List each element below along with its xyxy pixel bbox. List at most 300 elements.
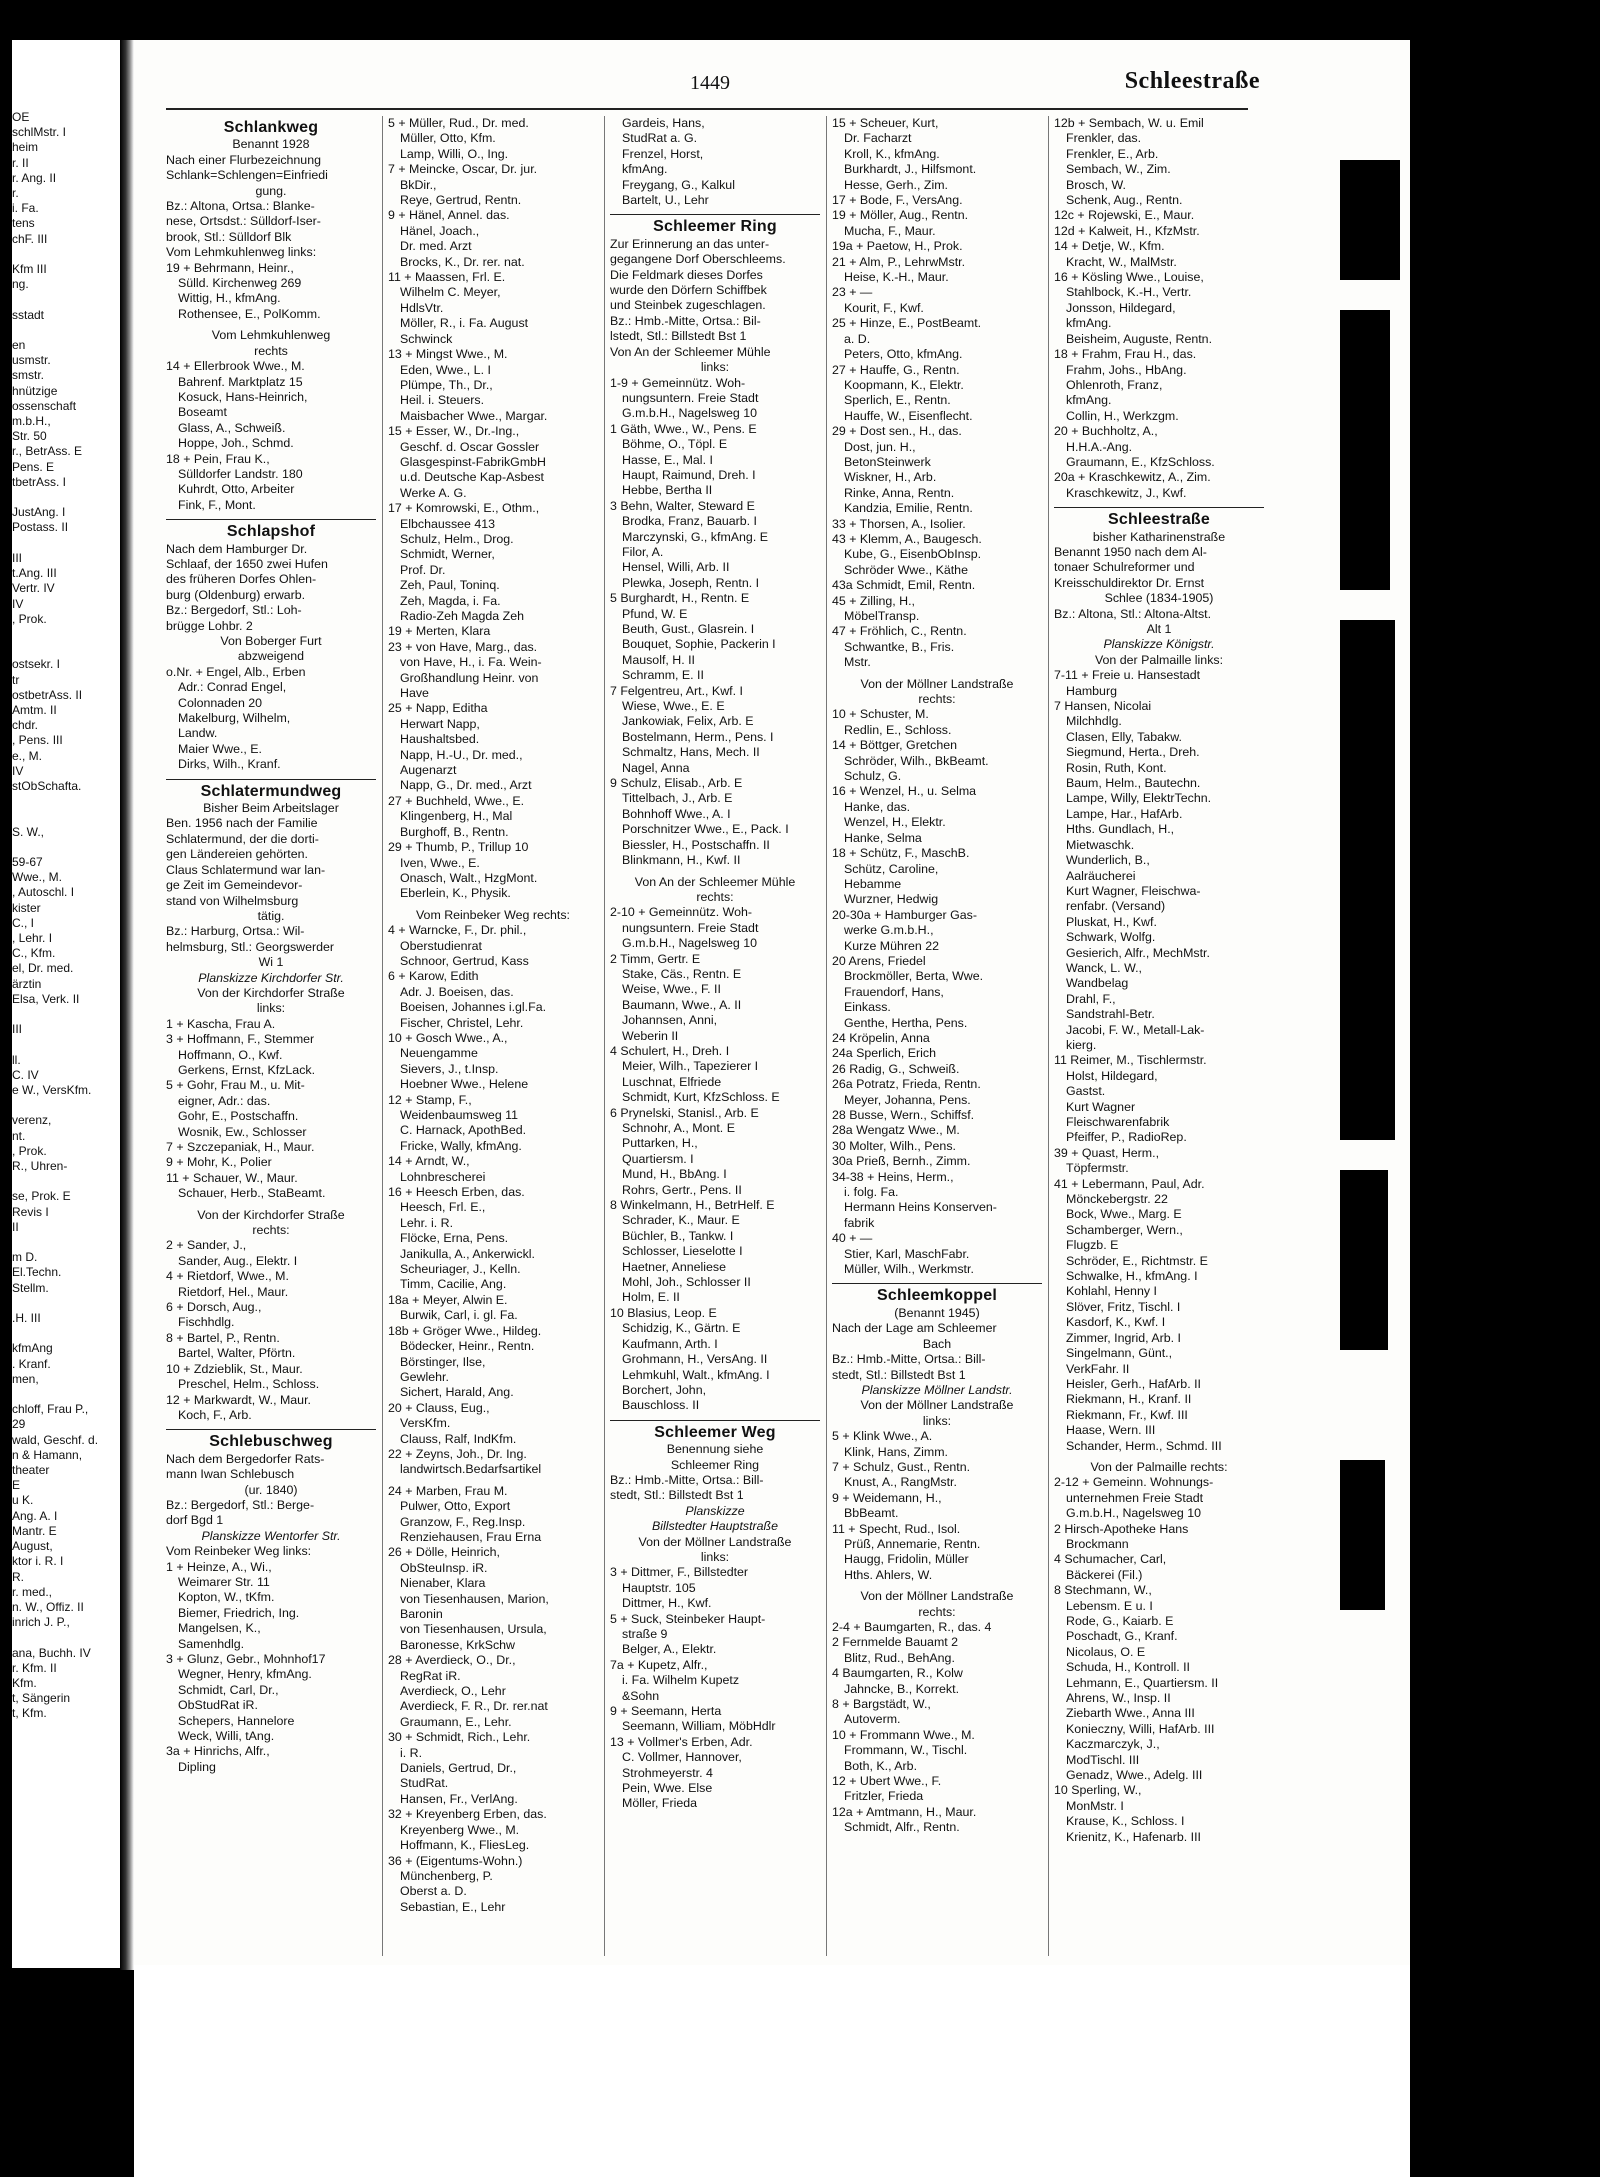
- directory-entry: 12 + Stamp, F.,: [388, 1092, 472, 1107]
- directory-entry: ge Zeit im Gemeindevor-: [166, 878, 303, 893]
- directory-entry: Möller, Frieda: [622, 1796, 698, 1811]
- facing-page-line: C. IV: [12, 1067, 39, 1082]
- directory-entry: 24 Kröpelin, Anna: [832, 1030, 930, 1045]
- directory-entry: Kube, G., EisenbObInsp.: [844, 547, 982, 562]
- facing-page-line: [12, 1098, 120, 1113]
- directory-entry: 7 Felgentreu, Art., Kwf. I: [610, 683, 743, 698]
- directory-entry: Frenkler, E., Arb.: [1066, 146, 1159, 161]
- directory-entry: Wunderlich, B.,: [1066, 853, 1150, 868]
- directory-entry: Kurt Wagner, Fleischwa-: [1066, 883, 1201, 898]
- directory-entry: stedt, Stl.: Billstedt Bst 1: [832, 1367, 966, 1382]
- directory-entry: 2 Hirsch-Apotheke Hans: [1054, 1521, 1189, 1536]
- facing-page-line: sstadt: [12, 307, 45, 322]
- directory-entry: kierg.: [1066, 1037, 1097, 1052]
- directory-entry: Borchert, John,: [622, 1382, 707, 1397]
- directory-entry: Heisler, Gerh., HafArb. II: [1066, 1376, 1201, 1391]
- facing-page-line: [12, 627, 120, 642]
- directory-entry: Gastst.: [1066, 1084, 1106, 1099]
- directory-entry: Wegner, Henry, kfmAng.: [178, 1667, 312, 1682]
- section-note: Planskizze: [685, 1503, 745, 1518]
- directory-entry: Frenzel, Horst,: [622, 146, 704, 161]
- directory-entry: Baronesse, KrkSchw: [400, 1637, 516, 1652]
- directory-entry: 20a + Kraschkewitz, A., Zim.: [1054, 470, 1211, 485]
- facing-page-line: Revis I: [12, 1204, 49, 1219]
- directory-entry: 22 + Zeyns, Joh., Dr. Ing.: [388, 1446, 527, 1461]
- directory-entry: werke G.m.b.H.,: [844, 923, 934, 938]
- facing-page-line: . Kranf.: [12, 1356, 51, 1371]
- section-divider: [610, 214, 820, 215]
- directory-entry: Aalräucherei: [1066, 868, 1136, 883]
- section-note: Bach: [922, 1336, 952, 1351]
- directory-entry: Burghoff, B., Rentn.: [400, 824, 509, 839]
- directory-entry: Gohr, E., Postschaffn.: [178, 1109, 299, 1124]
- directory-entry: Wilhelm C. Meyer,: [400, 285, 501, 300]
- facing-page-line: [12, 809, 120, 824]
- scan-left-border: [0, 0, 12, 2177]
- directory-entry: Lehmkuhl, Walt., kfmAng. I: [622, 1367, 770, 1382]
- facing-page-line: E: [12, 1478, 21, 1493]
- facing-page-line: usmstr.: [12, 353, 51, 368]
- facing-page-line: 29: [12, 1417, 26, 1432]
- directory-entry: Schröder, Wilh., BkBeamt.: [844, 753, 989, 768]
- directory-entry: Flugzb. E: [1066, 1238, 1119, 1253]
- directory-entry: Die Feldmark dieses Dorfes: [610, 267, 763, 282]
- facing-page-line: stObSchafta.: [12, 778, 82, 793]
- directory-entry: Ben. 1956 nach der Familie: [166, 816, 318, 831]
- directory-entry: Hoffmann, K., FliesLeg.: [400, 1838, 530, 1853]
- directory-entry: Gardeis, Hans,: [622, 116, 705, 130]
- directory-entry: 3 + Hoffmann, F., Stemmer: [166, 1032, 315, 1047]
- directory-entry: 26 Radig, G., Schweiß.: [832, 1061, 960, 1076]
- directory-entry: Kroll, K., kfmAng.: [844, 146, 940, 161]
- directory-entry: gen Ländereien gehörten.: [166, 847, 308, 862]
- section-note: gung.: [255, 183, 287, 198]
- facing-page-line: IV: [12, 763, 24, 778]
- directory-entry: 23 + von Have, Marg., das.: [388, 639, 538, 654]
- directory-entry: Pein, Wwe. Else: [622, 1781, 713, 1796]
- directory-entry: Von An der Schleemer Mühle: [610, 344, 771, 359]
- directory-entry: Burkhardt, J., Hilfsmont.: [844, 162, 977, 177]
- section-note: rechts: [254, 343, 288, 358]
- directory-entry: Bz.: Hmb.-Mitte, Ortsa.: Bill-: [832, 1352, 986, 1367]
- facing-page-line: m.b.H.,: [12, 414, 51, 429]
- facing-page-line: r.: [12, 186, 19, 201]
- facing-page-line: ktor i. R. I: [12, 1554, 64, 1569]
- directory-entry: 20 + Clauss, Eug.,: [388, 1400, 490, 1415]
- directory-entry: 29 + Dost sen., H., das.: [832, 424, 962, 439]
- directory-entry: Schulz, G.: [844, 769, 902, 784]
- directory-entry: Mönckebergstr. 22: [1066, 1192, 1168, 1207]
- directory-entry: ObSteuInsp. iR.: [400, 1560, 488, 1575]
- section-note: tätig.: [257, 908, 285, 923]
- directory-entry: Schwantke, B., Fris.: [844, 639, 955, 654]
- directory-entry: Tittelbach, J., Arb. E: [622, 791, 733, 806]
- directory-entry: 16 + Heesch Erben, das.: [388, 1185, 525, 1200]
- directory-entry: Grohmann, H., VersAng. II: [622, 1352, 768, 1367]
- directory-entry: Schütz, Caroline,: [844, 861, 939, 876]
- directory-entry: Oberstudienrat: [400, 938, 482, 953]
- directory-entry: 2-10 + Gemeinnütz. Woh-: [610, 905, 752, 920]
- directory-entry: 8 Stechmann, W.,: [1054, 1583, 1152, 1598]
- facing-page-line: r. med.,: [12, 1584, 53, 1599]
- facing-page-line: ostbetrAss. II: [12, 687, 83, 702]
- directory-entry: burg (Oldenburg) erwarb.: [166, 587, 306, 602]
- directory-entry: Sander, Aug., Elektr. I: [178, 1253, 298, 1268]
- directory-entry: HdlsVtr.: [400, 300, 444, 315]
- section-note: Vom Lehmkuhlenweg: [211, 328, 331, 343]
- section-note: links:: [700, 360, 730, 375]
- directory-entry: Renziehausen, Frau Erna: [400, 1529, 542, 1544]
- scan-right-border: [1410, 0, 1600, 2177]
- directory-entry: 17 + Komrowski, E., Othm.,: [388, 501, 540, 516]
- facing-page-line: verenz,: [12, 1113, 52, 1128]
- facing-page-line: .H. III: [12, 1311, 41, 1326]
- section-note: Planskizze Wentorfer Str.: [201, 1528, 341, 1543]
- section-note: Von An der Schleemer Mühle: [634, 874, 796, 889]
- directory-entry: 12 + Ubert Wwe., F.: [832, 1774, 942, 1789]
- section-note: Von der Palmaille links:: [1094, 652, 1224, 667]
- directory-entry: Mausolf, H. II: [622, 652, 695, 667]
- facing-page-line: e W., VersKfm.: [12, 1083, 92, 1097]
- directory-entry: Lehr. i. R.: [400, 1215, 454, 1230]
- directory-entry: 30 Molter, Wilh., Pens.: [832, 1138, 956, 1153]
- directory-entry: 12c + Rojewski, E., Maur.: [1054, 208, 1195, 223]
- street-heading: Schleemer Ring: [653, 218, 777, 236]
- column-3: [610, 116, 820, 1812]
- directory-entry: BbBeamt.: [844, 1506, 899, 1521]
- facing-page-line: [12, 1037, 120, 1052]
- directory-entry: Rietdorf, Hel., Maur.: [178, 1284, 289, 1299]
- directory-entry: Dr. Facharzt: [844, 131, 912, 146]
- directory-entry: 7 + Szczepaniak, H., Maur.: [166, 1140, 315, 1154]
- directory-entry: Riekmann, H., Kranf. II: [1066, 1392, 1192, 1407]
- directory-entry: MöbelTransp.: [844, 609, 920, 623]
- facing-page-line: JustAng. I: [12, 505, 66, 520]
- directory-entry: 43 + Klemm, A., Baugesch.: [832, 531, 982, 546]
- directory-entry: kfmAng.: [1066, 316, 1112, 331]
- directory-entry: 5 + Müller, Rud., Dr. med.: [388, 116, 529, 130]
- section-note: Planskizze Königstr.: [1103, 637, 1215, 652]
- directory-entry: Großhandlung Heinr. von: [400, 670, 539, 685]
- directory-entry: Reye, Gertrud, Rentn.: [400, 193, 522, 208]
- section-note: (Benannt 1945): [894, 1305, 980, 1320]
- directory-entry: 7 + Meincke, Oscar, Dr. jur.: [388, 162, 538, 177]
- directory-entry: Scheuriager, J., Kelln.: [400, 1262, 521, 1277]
- facing-page-line: [12, 536, 120, 551]
- directory-entry: Luschnat, Elfriede: [622, 1074, 722, 1089]
- directory-entry: Krienitz, K., Hafenarb. III: [1066, 1829, 1201, 1844]
- directory-entry: Börstinger, Ilse,: [400, 1354, 486, 1369]
- directory-entry: Wenzel, H., Elektr.: [844, 815, 946, 830]
- facing-page-line: t, Sängerin: [12, 1691, 71, 1706]
- facing-page-line: chloff, Frau P.,: [12, 1402, 89, 1417]
- directory-entry: Bohnhoff Wwe., A. I: [622, 806, 731, 821]
- directory-entry: Napp, H.-U., Dr. med.,: [400, 747, 523, 762]
- directory-entry: Schmaltz, Hans, Mech. II: [622, 745, 760, 760]
- directory-entry: Einkass.: [844, 1000, 891, 1015]
- directory-entry: Genthe, Hertha, Pens.: [844, 1015, 968, 1030]
- directory-entry: 30 + Schmidt, Rich., Lehr.: [388, 1730, 531, 1745]
- directory-entry: brook, Stl.: Sülldorf Blk: [166, 229, 292, 244]
- directory-entry: Schramm, E. II: [622, 668, 704, 683]
- directory-entry: &Sohn: [622, 1688, 660, 1703]
- section-note: Vom Reinbeker Weg rechts:: [415, 907, 571, 922]
- directory-entry: 18a + Meyer, Alwin E.: [388, 1292, 508, 1307]
- directory-entry: Glasgespinst-FabrikGmbH: [400, 454, 546, 469]
- directory-entry: Puttarken, H.,: [622, 1136, 698, 1151]
- facing-page-line: Kfm.: [12, 1675, 37, 1690]
- directory-entry: 20 Arens, Friedel: [832, 953, 926, 968]
- directory-entry: Fritzler, Frieda: [844, 1789, 924, 1804]
- directory-entry: G.m.b.H., Nagelsweg 10: [622, 406, 757, 421]
- directory-entry: C. Vollmer, Hannover,: [622, 1750, 742, 1765]
- directory-entry: 10 + Schuster, M.: [832, 707, 929, 722]
- directory-entry: Plewka, Joseph, Rentn. I: [622, 575, 760, 590]
- section-note: Benennung siehe: [666, 1442, 764, 1457]
- facing-page-line: ossenschaft: [12, 398, 77, 413]
- directory-entry: Wosnik, Ew., Schlosser: [178, 1124, 307, 1139]
- directory-entry: Singelmann, Günt.,: [1066, 1346, 1173, 1361]
- directory-entry: BetonSteinwerk: [844, 454, 931, 469]
- directory-entry: Collin, H., Werkzgm.: [1066, 408, 1179, 423]
- directory-entry: 36 + (Eigentums-Wohn.): [388, 1853, 523, 1868]
- directory-entry: Wandbelag: [1066, 976, 1129, 991]
- directory-entry: Pulwer, Otto, Export: [400, 1499, 511, 1514]
- directory-entry: Peters, Otto, kfmAng.: [844, 347, 963, 362]
- facing-page-line: Mantr. E: [12, 1523, 57, 1538]
- directory-entry: Mietwaschk.: [1066, 837, 1135, 852]
- directory-entry: 3 + Dittmer, F., Billstedter: [610, 1565, 749, 1580]
- directory-entry: Frauendorf, Hans,: [844, 984, 944, 999]
- directory-entry: Bz.: Hmb.-Mitte, Ortsa.: Bill-: [610, 1472, 764, 1487]
- facing-page-line: III: [12, 1022, 23, 1037]
- directory-entry: von Have, H., i. Fa. Wein-: [400, 655, 542, 670]
- facing-page-line: [12, 642, 120, 657]
- directory-entry: 12b + Sembach, W. u. Emil: [1054, 116, 1204, 130]
- directory-entry: 18 + Frahm, Frau H., das.: [1054, 347, 1197, 362]
- section-note: Von der Kirchdorfer Straße: [197, 985, 345, 1000]
- directory-entry: Blitz, Rud., BehAng.: [844, 1650, 955, 1665]
- facing-page-line: [12, 1326, 120, 1341]
- directory-entry: Bostelmann, Herm., Pens. I: [622, 729, 774, 744]
- directory-entry: unternehmen Freie Stadt: [1066, 1490, 1204, 1505]
- section-note: Alt 1: [1146, 622, 1172, 636]
- directory-entry: Hesse, Gerh., Zim.: [844, 177, 948, 192]
- directory-entry: Dirks, Wilh., Kranf.: [178, 757, 281, 772]
- directory-entry: Kasdorf, K., Kwf. I: [1066, 1315, 1166, 1330]
- directory-entry: Mohl, Joh., Schlosser II: [622, 1275, 751, 1290]
- directory-entry: Kurze Mühren 22: [844, 938, 940, 953]
- facing-page-line: ll.: [12, 1052, 21, 1067]
- directory-entry: 9 + Seemann, Herta: [610, 1704, 722, 1719]
- directory-entry: Bouquet, Sophie, Packerin I: [622, 637, 776, 652]
- directory-entry: Kraschkewitz, J., Kwf.: [1066, 485, 1187, 500]
- directory-entry: 2 Timm, Gertr. E: [610, 951, 701, 966]
- directory-entry: 24 + Marben, Frau M.: [388, 1483, 508, 1498]
- section-note: Von Boberger Furt: [220, 634, 322, 648]
- facing-page-line: ostsekr. I: [12, 657, 61, 672]
- directory-entry: helmsburg, Stl.: Georgswerder: [166, 939, 335, 954]
- directory-entry: Dost, jun. H.,: [844, 439, 916, 454]
- facing-page-line: ärztin: [12, 976, 42, 991]
- directory-entry: Zimmer, Ingrid, Arb. I: [1066, 1330, 1181, 1345]
- directory-entry: Sülldorfer Landstr. 180: [178, 466, 303, 481]
- directory-entry: StudRat.: [400, 1776, 449, 1791]
- facing-page-line: Pens. E: [12, 459, 55, 474]
- directory-entry: Neuengamme: [400, 1046, 478, 1061]
- directory-entry: Both, K., Arb.: [844, 1758, 918, 1773]
- facing-page-line: August,: [12, 1539, 53, 1554]
- facing-page-line: e., M.: [12, 748, 43, 763]
- directory-entry: 16 + Kösling Wwe., Louise,: [1054, 270, 1204, 285]
- facing-page-line: nt.: [12, 1128, 26, 1143]
- directory-entry: Frommann, W., Tischl.: [844, 1743, 968, 1758]
- directory-entry: renfabr. (Versand): [1066, 899, 1166, 914]
- directory-entry: 10 Blasius, Leop. E: [610, 1305, 717, 1320]
- directory-entry: Bz.: Altona, Ortsa.: Blanke-: [166, 199, 315, 214]
- directory-entry: 7 + Schulz, Gust., Rentn.: [832, 1459, 971, 1474]
- directory-entry: nungsuntern. Freie Stadt: [622, 920, 759, 935]
- directory-entry: Holst, Hildegard,: [1066, 1068, 1158, 1083]
- directory-entry: Nienaber, Klara: [400, 1576, 486, 1591]
- directory-entry: Eberlein, K., Physik.: [400, 886, 511, 901]
- directory-entry: 14 + Detje, W., Kfm.: [1054, 239, 1165, 254]
- directory-entry: H.H.A.-Ang.: [1066, 439, 1133, 454]
- facing-page-line: [12, 794, 120, 809]
- directory-entry: Haupt, Raimund, Dreh. I: [622, 467, 756, 482]
- directory-entry: Brosch, W.: [1066, 177, 1126, 192]
- directory-entry: Nach dem Bergedorfer Rats-: [166, 1451, 325, 1466]
- directory-entry: Klingenberg, H., Mal: [400, 809, 513, 824]
- facing-page-line: , Prok.: [12, 1143, 47, 1158]
- directory-entry: G.m.b.H., Nagelsweg 10: [622, 936, 757, 951]
- section-divider: [166, 779, 376, 780]
- facing-page-line: wald, Geschf. d.: [12, 1432, 99, 1447]
- directory-entry: Koopmann, K., Elektr.: [844, 377, 964, 392]
- directory-entry: Boeisen, Johannes i.gl.Fa.: [400, 1000, 547, 1015]
- directory-entry: 4 Schulert, H., Dreh. I: [610, 1043, 730, 1058]
- facing-page-line: inrich J. P.,: [12, 1615, 70, 1630]
- directory-entry: 4 + Rietdorf, Wwe., M.: [166, 1269, 289, 1284]
- directory-entry: Maier Wwe., E.: [178, 741, 262, 756]
- directory-entry: Nach einer Flurbezeichnung: [166, 152, 321, 167]
- directory-entry: Bauschloss. II: [622, 1398, 700, 1413]
- directory-entry: Porschnitzer Wwe., E., Pack. I: [622, 822, 789, 837]
- directory-entry: Meier, Wilh., Tapezierer I: [622, 1059, 759, 1074]
- section-note: Von der Palmaille rechts:: [1090, 1459, 1228, 1474]
- facing-page-line: Postass. II: [12, 520, 69, 535]
- directory-entry: Stahlbock, K.-H., Vertr.: [1066, 285, 1192, 300]
- directory-entry: 28a Wengatz Wwe., M.: [832, 1123, 960, 1138]
- facing-page-line: ana, Buchh. IV: [12, 1645, 91, 1660]
- directory-entry: Clasen, Elly, Tabakw.: [1066, 729, 1182, 744]
- facing-page-line: m D.: [12, 1250, 38, 1265]
- directory-entry: Krause, K., Schloss. I: [1066, 1814, 1185, 1829]
- directory-entry: Wittig, H., kfmAng.: [178, 291, 281, 306]
- directory-entry: Haushaltsbed.: [400, 732, 480, 747]
- directory-entry: 6 + Karow, Edith: [388, 969, 479, 984]
- facing-page-line: r. Kfm. II: [12, 1660, 57, 1675]
- directory-entry: Kurt Wagner: [1066, 1099, 1136, 1114]
- directory-entry: o.Nr. + Engel, Alb., Erben: [166, 664, 306, 679]
- directory-entry: kfmAng.: [622, 162, 668, 177]
- directory-entry: Mangelsen, K.,: [178, 1621, 261, 1636]
- directory-entry: Sülld. Kirchenweg 269: [178, 276, 302, 291]
- directory-entry: 14 + Arndt, W.,: [388, 1154, 470, 1169]
- directory-entry: Pluskat, H., Kwf.: [1066, 914, 1157, 929]
- facing-page-line: kister: [12, 900, 41, 915]
- directory-entry: 2-12 + Gemeinn. Wohnungs-: [1054, 1475, 1214, 1490]
- directory-entry: Brockmöller, Berta, Wwe.: [844, 969, 984, 984]
- directory-entry: 12d + Kalweit, H., KfzMstr.: [1054, 223, 1200, 238]
- directory-entry: Heil. i. Steuers.: [400, 393, 485, 408]
- directory-entry: Dipling: [178, 1759, 216, 1774]
- directory-entry: Schepers, Hannelore: [178, 1713, 295, 1728]
- directory-entry: Beuth, Gust., Glasrein. I: [622, 622, 755, 636]
- directory-entry: Hanke, Selma: [844, 830, 922, 845]
- directory-entry: Lebensm. E u. I: [1066, 1598, 1153, 1613]
- directory-entry: Kaufmann, Arth. I: [622, 1336, 718, 1351]
- directory-entry: Poschadt, G., Kranf.: [1066, 1629, 1178, 1644]
- street-heading: Schlankweg: [223, 119, 319, 136]
- directory-entry: Dittmer, H., Kwf.: [622, 1596, 712, 1611]
- directory-entry: und Steinbek zugeschlagen.: [610, 298, 766, 313]
- directory-entry: BkDir.,: [400, 177, 437, 192]
- facing-page-line: , Lehr. I: [12, 930, 53, 945]
- directory-entry: Hamburg: [1066, 683, 1117, 698]
- directory-entry: kfmAng.: [1066, 393, 1112, 408]
- directory-entry: Quartiersm. I: [622, 1151, 694, 1166]
- show-through-bleed: [1340, 160, 1400, 1660]
- directory-entry: 1-9 + Gemeinnütz. Woh-: [610, 375, 746, 390]
- directory-entry: C. Harnack, ApothBed.: [400, 1123, 527, 1138]
- directory-entry: Holm, E. II: [622, 1290, 680, 1305]
- directory-entry: 11 Reimer, M., Tischlermstr.: [1054, 1053, 1207, 1068]
- directory-entry: 47 + Fröhlich, C., Rentn.: [832, 624, 967, 639]
- directory-entry: Nagel, Anna: [622, 760, 690, 775]
- directory-entry: Gesierich, Alfr., MechMstr.: [1066, 945, 1210, 960]
- header-rule: [166, 108, 1248, 110]
- directory-entry: 12 + Markwardt, W., Maur.: [166, 1392, 311, 1407]
- directory-entry: Riekmann, Fr., Kwf. III: [1066, 1407, 1188, 1422]
- directory-entry: Preschel, Helm., Schloss.: [178, 1377, 320, 1392]
- directory-entry: Nicolaus, O. E: [1066, 1644, 1146, 1659]
- directory-entry: Zeh, Magda, i. Fa.: [400, 593, 501, 608]
- directory-entry: Elbchaussee 413: [400, 516, 496, 531]
- directory-entry: 20-30a + Hamburger Gas-: [832, 907, 977, 922]
- directory-entry: brügge Lohbr. 2: [166, 618, 253, 633]
- directory-entry: 15 + Scheuer, Kurt,: [832, 116, 939, 130]
- directory-entry: 13 + Mingst Wwe., M.: [388, 347, 508, 362]
- book-gutter: [120, 40, 134, 1970]
- section-note: rechts:: [696, 889, 734, 904]
- directory-entry: Zur Erinnerung an das unter-: [610, 236, 770, 251]
- directory-entry: MonMstr. I: [1066, 1798, 1124, 1813]
- facing-page-line: i. Fa.: [12, 201, 39, 216]
- directory-entry: 26a Potratz, Frieda, Rentn.: [832, 1077, 981, 1092]
- directory-entry: Lohnbrescherei: [400, 1169, 486, 1184]
- directory-entry: Heise, K.-H., Maur.: [844, 270, 949, 285]
- section-note: Bisher Beim Arbeitslager: [203, 801, 339, 816]
- directory-entry: Pfeiffer, P., RadioRep.: [1066, 1130, 1187, 1145]
- directory-entry: 18 + Schütz, F., MaschB.: [832, 846, 970, 861]
- directory-entry: nese, Ortsdst.: Sülldorf-Iser-: [166, 214, 321, 229]
- directory-entry: Bz.: Harburg, Ortsa.: Wil-: [166, 924, 305, 939]
- directory-entry: Autoverm.: [844, 1712, 901, 1727]
- directory-entry: G.m.b.H., Nagelsweg 10: [1066, 1506, 1201, 1521]
- directory-entry: Baumann, Wwe., A. II: [622, 997, 742, 1012]
- directory-entry: Weise, Wwe., F. II: [622, 982, 721, 997]
